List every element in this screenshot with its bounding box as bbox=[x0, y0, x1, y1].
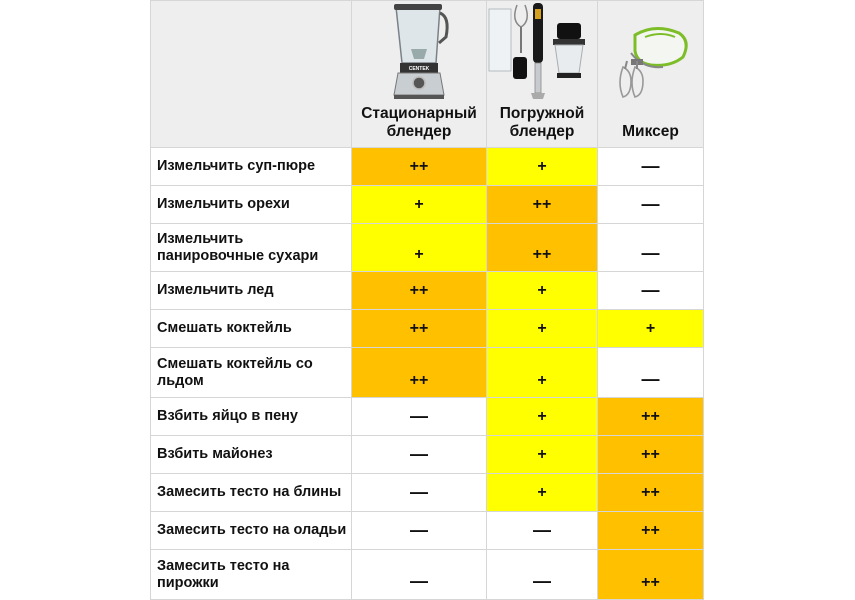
rating-cell bbox=[352, 512, 487, 550]
table-row bbox=[151, 474, 704, 512]
rating-cell bbox=[598, 186, 704, 224]
countertop-blender-icon bbox=[352, 1, 486, 101]
rating-cell bbox=[598, 550, 704, 600]
column-label: Погружной блендер bbox=[499, 105, 585, 140]
row-label: Смешать коктейль со льдом bbox=[151, 348, 352, 398]
rating-none: — bbox=[410, 444, 428, 464]
rating-none: — bbox=[410, 406, 428, 426]
rating-cell bbox=[352, 310, 487, 348]
rating-cell bbox=[487, 474, 598, 512]
table-row bbox=[151, 348, 704, 398]
row-label: Замесить тесто на оладьи bbox=[151, 512, 352, 550]
column-header-hand-mixer bbox=[598, 1, 704, 148]
rating-none: — bbox=[410, 571, 428, 591]
rating-cell bbox=[598, 224, 704, 272]
table-row bbox=[151, 512, 704, 550]
rating-none: — bbox=[410, 482, 428, 502]
comparison-table bbox=[150, 0, 704, 600]
rating-cell bbox=[598, 148, 704, 186]
rating-none: — bbox=[641, 156, 660, 176]
row-label: Взбить яйцо в пену bbox=[151, 398, 352, 436]
table-row bbox=[151, 186, 704, 224]
rating-good: + bbox=[645, 319, 656, 337]
header-row bbox=[151, 1, 704, 148]
rating-good: + bbox=[537, 157, 547, 175]
rating-cell bbox=[598, 348, 704, 398]
rating-best: ++ bbox=[532, 195, 552, 213]
rating-good: + bbox=[537, 407, 547, 425]
row-label: Замесить тесто на пирожки bbox=[151, 550, 352, 600]
rating-none: — bbox=[641, 194, 660, 214]
rating-cell bbox=[598, 272, 704, 310]
rating-best: ++ bbox=[641, 445, 660, 463]
rating-cell bbox=[598, 512, 704, 550]
rating-best: ++ bbox=[409, 281, 429, 299]
row-label: Замесить тесто на блины bbox=[151, 474, 352, 512]
rating-cell bbox=[352, 550, 487, 600]
rating-cell bbox=[352, 224, 487, 272]
rating-good: + bbox=[537, 319, 547, 337]
rating-cell bbox=[598, 474, 704, 512]
rating-cell bbox=[352, 348, 487, 398]
rating-good: + bbox=[537, 445, 547, 463]
column-label: Стационарный блендер bbox=[361, 105, 477, 140]
rating-none: — bbox=[533, 571, 551, 591]
rating-cell bbox=[487, 224, 598, 272]
rating-cell bbox=[487, 512, 598, 550]
rating-best: ++ bbox=[641, 407, 660, 425]
rating-cell bbox=[352, 148, 487, 186]
svg-text:CENTEK: CENTEK bbox=[408, 66, 430, 72]
rating-good: + bbox=[537, 483, 547, 501]
rating-cell bbox=[598, 310, 704, 348]
rating-cell bbox=[352, 436, 487, 474]
table-row bbox=[151, 148, 704, 186]
rating-cell bbox=[487, 398, 598, 436]
table-row bbox=[151, 550, 704, 600]
rating-cell bbox=[352, 474, 487, 512]
rating-none: — bbox=[641, 369, 660, 389]
rating-cell bbox=[352, 398, 487, 436]
row-label: Взбить майонез bbox=[151, 436, 352, 474]
rating-cell bbox=[487, 348, 598, 398]
rating-cell bbox=[352, 272, 487, 310]
rating-best: ++ bbox=[409, 372, 429, 389]
rating-best: ++ bbox=[641, 574, 660, 591]
table-row bbox=[151, 224, 704, 272]
column-label: Миксер bbox=[622, 123, 679, 140]
column-header-countertop-blender bbox=[352, 1, 487, 148]
row-label: Смешать коктейль bbox=[151, 310, 352, 348]
rating-none: — bbox=[533, 520, 551, 540]
rating-cell bbox=[487, 310, 598, 348]
rating-cell bbox=[487, 550, 598, 600]
rating-best: ++ bbox=[409, 319, 429, 337]
rating-best: ++ bbox=[641, 483, 660, 501]
rating-best: ++ bbox=[641, 521, 660, 539]
rating-cell bbox=[487, 148, 598, 186]
row-label: Измельчить орехи bbox=[151, 186, 352, 224]
rating-cell bbox=[487, 186, 598, 224]
row-label: Измельчить лед bbox=[151, 272, 352, 310]
rating-cell bbox=[598, 436, 704, 474]
corner-cell bbox=[151, 1, 352, 148]
table-row bbox=[151, 272, 704, 310]
rating-none: — bbox=[410, 520, 428, 540]
rating-good: + bbox=[414, 195, 424, 213]
column-header-immersion-blender bbox=[487, 1, 598, 148]
hand-mixer-icon bbox=[598, 1, 703, 101]
table-row bbox=[151, 398, 704, 436]
rating-none: — bbox=[641, 243, 660, 263]
rating-best: ++ bbox=[409, 157, 429, 175]
rating-good: + bbox=[414, 246, 424, 263]
table-row bbox=[151, 436, 704, 474]
row-label: Измельчить суп-пюре bbox=[151, 148, 352, 186]
rating-good: + bbox=[537, 372, 547, 389]
rating-cell bbox=[487, 272, 598, 310]
row-label: Измельчить панировочные сухари bbox=[151, 224, 352, 272]
rating-good: + bbox=[537, 281, 547, 299]
immersion-blender-icon bbox=[487, 1, 597, 101]
table-row bbox=[151, 310, 704, 348]
rating-cell bbox=[487, 436, 598, 474]
rating-cell bbox=[598, 398, 704, 436]
rating-best: ++ bbox=[532, 246, 552, 263]
rating-none: — bbox=[641, 280, 660, 300]
rating-cell bbox=[352, 186, 487, 224]
